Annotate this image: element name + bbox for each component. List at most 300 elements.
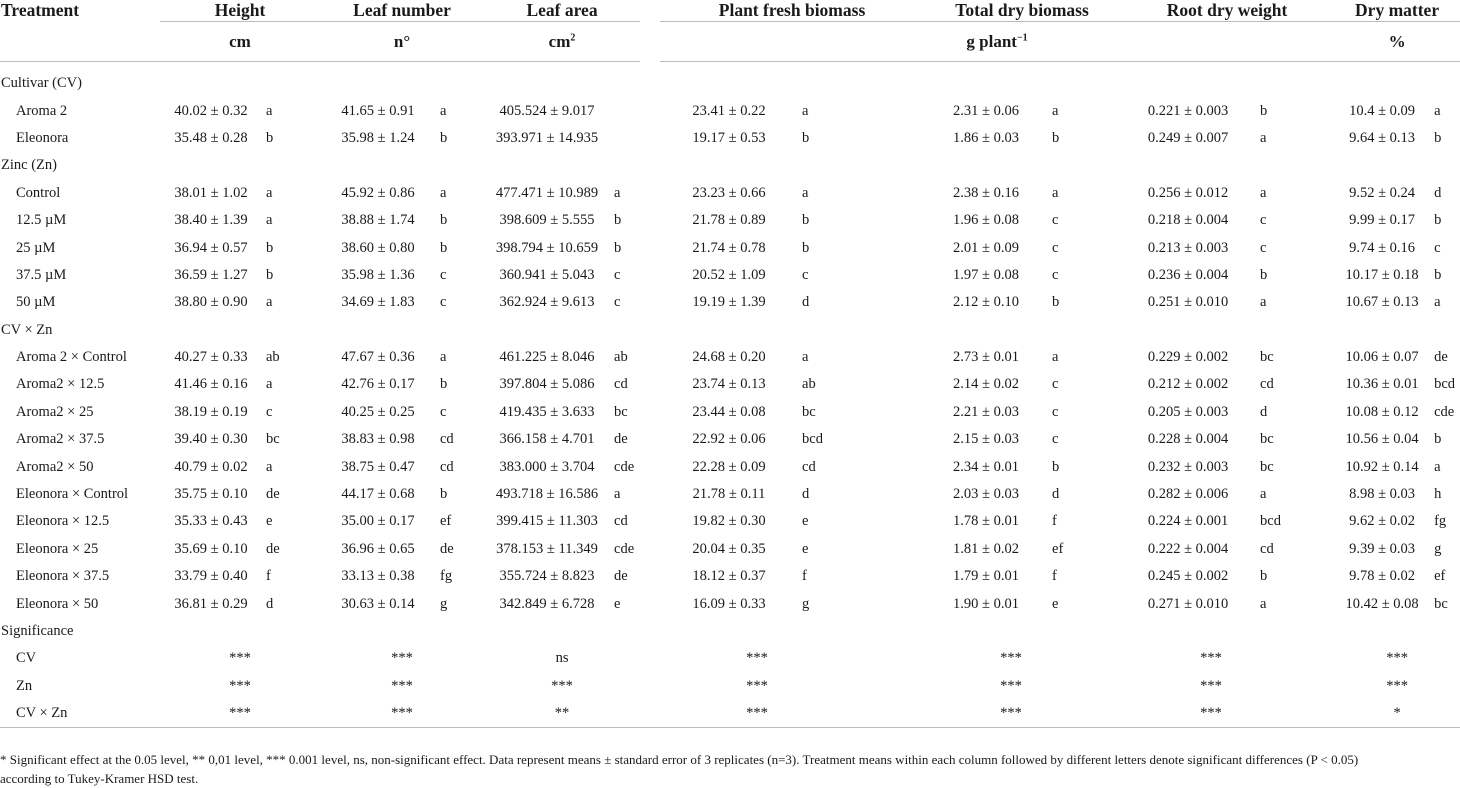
fresh-biomass-letter: cd (802, 458, 816, 475)
dry-matter-value: 8.98 ± 0.03 (1349, 486, 1416, 503)
dry-biomass-value: 2.01 ± 0.09 (953, 239, 1020, 256)
dry-biomass-letter: b (1052, 458, 1060, 475)
leaf-number-value: 42.76 ± 0.17 (341, 376, 415, 393)
fresh-biomass-letter: b (802, 212, 810, 229)
leaf-number-letter: cd (440, 458, 454, 475)
fresh-biomass-letter: d (802, 294, 810, 311)
fresh-biomass-value: 23.44 ± 0.08 (692, 403, 766, 420)
root-dry-weight-letter: cd (1260, 376, 1274, 393)
significance-row (0, 673, 1460, 700)
fresh-biomass-value: 22.92 ± 0.06 (692, 431, 766, 448)
leaf-area-value: 362.924 ± 9.613 (499, 294, 595, 311)
leaf-number-letter: g (440, 595, 448, 612)
root-dry-weight-value: 0.282 ± 0.006 (1147, 486, 1229, 503)
root-dry-weight-significance: *** (1200, 677, 1222, 694)
height-value: 35.69 ± 0.10 (174, 540, 248, 557)
height-value: 41.46 ± 0.16 (174, 376, 248, 393)
dry-biomass-value: 1.97 ± 0.08 (953, 266, 1020, 283)
dry-matter-value: 9.78 ± 0.02 (1349, 568, 1416, 585)
root-dry-weight-value: 0.256 ± 0.012 (1147, 184, 1229, 201)
root-dry-weight-value: 0.251 ± 0.010 (1147, 294, 1229, 311)
dry-biomass-letter: a (1052, 184, 1059, 201)
treatment-name: Control (16, 184, 61, 201)
leaf-area-letter: bc (614, 403, 628, 420)
significance-factor: Zn (16, 677, 33, 694)
dry-matter-letter: fg (1434, 513, 1447, 530)
height-value: 36.94 ± 0.57 (174, 239, 248, 256)
height-letter: b (266, 266, 274, 283)
dry-biomass-letter: b (1052, 129, 1060, 146)
table-row (0, 481, 1460, 508)
dry-biomass-value: 2.15 ± 0.03 (953, 431, 1020, 448)
leaf-number-letter: c (440, 294, 447, 311)
leaf-number-letter: a (440, 184, 447, 201)
dry-matter-letter: c (1434, 239, 1441, 256)
col-treatment: Treatment (1, 0, 80, 20)
root-dry-weight-letter: bc (1260, 458, 1274, 475)
height-letter: a (266, 376, 273, 393)
table-row (0, 125, 1460, 152)
root-dry-weight-value: 0.221 ± 0.003 (1147, 102, 1229, 119)
header-row-titles (0, 0, 1460, 22)
unit-leaf-area-base: cm (548, 31, 571, 51)
leaf-area-value: 355.724 ± 8.823 (499, 568, 595, 585)
dry-matter-value: 10.56 ± 0.04 (1345, 431, 1419, 448)
significance-factor: CV × Zn (0, 700, 160, 728)
dry-biomass-letter: e (1052, 595, 1059, 612)
table-row (0, 207, 1460, 234)
fresh-biomass-letter: a (802, 184, 809, 201)
treatment-name: Eleonora × 37.5 (16, 568, 110, 585)
leaf-area-value: 477.471 ± 10.989 (495, 184, 599, 201)
footnote-line-1: * Significant effect at the 0.05 level, ** 0,01 level, *** 0.001 level, ns, non-significant effect. Data represent means ± standard error of 3 replicates (n=3). Treatment means within each column followed by different letters denote significant differences (P < 0.05) (0, 752, 1359, 767)
dry-biomass-letter: f (1052, 513, 1057, 530)
dry-matter-letter: b (1434, 129, 1442, 146)
fresh-biomass-letter: f (802, 568, 807, 585)
fresh-biomass-value: 23.74 ± 0.13 (692, 376, 766, 393)
dry-matter-letter: b (1434, 212, 1442, 229)
dry-matter-letter: a (1434, 294, 1441, 311)
dry-biomass-letter: c (1052, 376, 1059, 393)
section-header-row (0, 618, 1460, 645)
leaf-area-letter: c (614, 294, 621, 311)
fresh-biomass-value: 16.09 ± 0.33 (692, 595, 766, 612)
dry-biomass-value: 1.86 ± 0.03 (953, 129, 1020, 146)
root-dry-weight-letter: a (1260, 486, 1267, 503)
height-letter: de (266, 486, 280, 503)
leaf-number-letter: ef (440, 513, 452, 530)
dry-biomass-letter: a (1052, 102, 1059, 119)
root-dry-weight-value: 0.271 ± 0.010 (1147, 595, 1229, 612)
table-row (0, 180, 1460, 207)
leaf-area-significance: *** (551, 677, 573, 694)
table-row (0, 344, 1460, 371)
root-dry-weight-value: 0.213 ± 0.003 (1147, 239, 1229, 256)
unit-biomass (660, 22, 1334, 62)
treatment-name: 37.5 µM (16, 266, 67, 283)
height-letter: a (266, 458, 273, 475)
leaf-number-letter: b (440, 376, 448, 393)
dry-matter-letter: h (1434, 486, 1442, 503)
dry-biomass-letter: c (1052, 403, 1059, 420)
unit-dry-matter: % (1334, 22, 1460, 62)
unit-leaf-area (484, 22, 640, 62)
height-letter: a (266, 102, 273, 119)
fresh-biomass-value: 21.78 ± 0.11 (692, 486, 766, 503)
fresh-biomass-significance: *** (660, 700, 854, 728)
leaf-area-letter: e (614, 595, 621, 612)
leaf-area-value: 399.415 ± 11.303 (496, 513, 598, 530)
height-letter: b (266, 239, 274, 256)
dry-matter-letter: a (1434, 102, 1441, 119)
fresh-biomass-letter: a (802, 349, 809, 366)
root-dry-weight-letter: c (1260, 239, 1267, 256)
treatment-name: Aroma2 × 12.5 (16, 376, 105, 393)
leaf-area-letter: b (614, 239, 622, 256)
treatment-name: 12.5 µM (16, 212, 67, 229)
section-header-row (0, 317, 1460, 344)
dry-matter-value: 10.06 ± 0.07 (1345, 349, 1419, 366)
height-value: 38.19 ± 0.19 (174, 403, 248, 420)
unit-leaf-number: n° (320, 22, 484, 62)
col-root-dry-weight: Root dry weight (1120, 0, 1334, 22)
dry-matter-letter: cde (1434, 403, 1455, 420)
leaf-area-value: 383.000 ± 3.704 (499, 458, 595, 475)
table-row (0, 590, 1460, 617)
dry-matter-significance: * (1334, 700, 1460, 728)
dry-matter-value: 9.64 ± 0.13 (1349, 129, 1416, 146)
dry-biomass-value: 1.90 ± 0.01 (953, 595, 1020, 612)
leaf-number-significance: *** (320, 700, 484, 728)
height-letter: c (266, 403, 273, 420)
height-letter: a (266, 294, 273, 311)
significance-factor: CV (16, 650, 37, 667)
leaf-number-value: 38.60 ± 0.80 (341, 239, 415, 256)
treatment-name: Aroma 2 (16, 102, 68, 119)
dry-matter-value: 9.74 ± 0.16 (1349, 239, 1416, 256)
root-dry-weight-letter: c (1260, 212, 1267, 229)
table-body (0, 62, 1460, 728)
fresh-biomass-significance: *** (746, 677, 768, 694)
dry-biomass-value: 1.79 ± 0.01 (953, 568, 1020, 585)
table-row (0, 97, 1460, 124)
fresh-biomass-value: 20.52 ± 1.09 (692, 266, 766, 283)
fresh-biomass-value: 23.23 ± 0.66 (692, 184, 766, 201)
leaf-number-value: 44.17 ± 0.68 (341, 486, 415, 503)
dry-biomass-letter: c (1052, 431, 1059, 448)
section-label: Significance (1, 623, 74, 639)
root-dry-weight-letter: d (1260, 403, 1268, 420)
leaf-area-value: 366.158 ± 4.701 (499, 431, 595, 448)
height-letter: b (266, 129, 274, 146)
fresh-biomass-letter: b (802, 239, 810, 256)
fresh-biomass-value: 21.74 ± 0.78 (692, 239, 766, 256)
root-dry-weight-letter: bcd (1260, 513, 1281, 530)
dry-biomass-value: 1.81 ± 0.02 (953, 540, 1020, 557)
dry-biomass-value: 1.96 ± 0.08 (953, 212, 1020, 229)
dry-biomass-value: 2.73 ± 0.01 (953, 349, 1020, 366)
section-label: CV × Zn (1, 321, 53, 338)
dry-biomass-significance: *** (1000, 677, 1022, 694)
leaf-area-value: 405.524 ± 9.017 (499, 102, 595, 119)
treatment-name: Eleonora × 50 (16, 595, 99, 612)
leaf-area-value: 393.971 ± 14.935 (495, 129, 599, 146)
fresh-biomass-letter: ab (802, 376, 816, 393)
leaf-area-value: 360.941 ± 5.043 (499, 266, 595, 283)
dry-matter-value: 9.52 ± 0.24 (1349, 184, 1416, 201)
leaf-number-significance: *** (391, 650, 413, 667)
dry-matter-value: 10.92 ± 0.14 (1345, 458, 1419, 475)
fresh-biomass-letter: b (802, 129, 810, 146)
unit-biomass-base: g plant (966, 31, 1017, 51)
height-value: 40.02 ± 0.32 (174, 102, 248, 119)
fresh-biomass-value: 24.68 ± 0.20 (692, 349, 766, 366)
root-dry-weight-letter: bc (1260, 349, 1274, 366)
fresh-biomass-letter: d (802, 486, 810, 503)
height-value: 39.40 ± 0.30 (174, 431, 248, 448)
height-value: 38.40 ± 1.39 (174, 212, 248, 229)
treatment-name: Aroma 2 × Control (16, 349, 127, 366)
treatment-name: Aroma2 × 37.5 (16, 431, 105, 448)
dry-matter-letter: bcd (1434, 376, 1456, 393)
dry-matter-letter: g (1434, 540, 1442, 557)
table-row (0, 399, 1460, 426)
treatment-name: Eleonora × Control (16, 486, 129, 503)
height-letter: a (266, 184, 273, 201)
leaf-area-significance: ns (555, 650, 569, 667)
dry-matter-letter: ef (1434, 568, 1446, 585)
leaf-area-significance: ** (484, 700, 640, 728)
table-row (0, 371, 1460, 398)
fresh-biomass-value: 18.12 ± 0.37 (692, 568, 766, 585)
leaf-number-letter: a (440, 349, 447, 366)
height-value: 38.01 ± 1.02 (174, 184, 248, 201)
dry-matter-value: 10.4 ± 0.09 (1349, 102, 1416, 119)
leaf-number-letter: c (440, 266, 447, 283)
treatment-name: Aroma2 × 25 (16, 403, 94, 420)
height-value: 35.33 ± 0.43 (174, 513, 248, 530)
leaf-number-value: 45.92 ± 0.86 (341, 184, 415, 201)
footnote-line-2: according to Tukey-Kramer HSD test. (0, 771, 199, 786)
height-value: 35.75 ± 0.10 (174, 486, 248, 503)
leaf-number-letter: a (440, 102, 447, 119)
height-letter: d (266, 595, 274, 612)
fresh-biomass-value: 22.28 ± 0.09 (692, 458, 766, 475)
dry-matter-value: 10.36 ± 0.01 (1345, 376, 1419, 393)
table-row (0, 234, 1460, 261)
height-value: 36.81 ± 0.29 (174, 595, 248, 612)
col-total-dry-biomass: Total dry biomass (924, 0, 1120, 22)
dry-biomass-value: 2.03 ± 0.03 (953, 486, 1020, 503)
table-row (0, 536, 1460, 563)
root-dry-weight-value: 0.229 ± 0.002 (1147, 349, 1229, 366)
leaf-number-significance: *** (391, 677, 413, 694)
root-dry-weight-letter: b (1260, 102, 1268, 119)
leaf-number-value: 33.13 ± 0.38 (341, 568, 415, 585)
root-dry-weight-value: 0.224 ± 0.001 (1147, 513, 1229, 530)
fresh-biomass-letter: a (802, 102, 809, 119)
leaf-number-letter: de (440, 540, 454, 557)
leaf-area-value: 398.794 ± 10.659 (495, 239, 599, 256)
leaf-area-letter: cde (614, 540, 635, 557)
dry-biomass-value: 1.78 ± 0.01 (953, 513, 1020, 530)
leaf-number-value: 40.25 ± 0.25 (341, 403, 415, 420)
dry-biomass-value: 2.31 ± 0.06 (953, 102, 1020, 119)
height-letter: de (266, 540, 280, 557)
leaf-number-letter: fg (440, 568, 453, 585)
dry-biomass-value: 2.34 ± 0.01 (953, 458, 1020, 475)
root-dry-weight-letter: cd (1260, 540, 1274, 557)
leaf-number-value: 35.98 ± 1.36 (341, 266, 415, 283)
leaf-area-value: 493.718 ± 16.586 (495, 486, 599, 503)
leaf-area-value: 378.153 ± 11.349 (496, 540, 598, 557)
significance-row (0, 700, 1460, 728)
treatment-name: Eleonora × 25 (16, 540, 99, 557)
dry-biomass-letter: f (1052, 568, 1057, 585)
root-dry-weight-value: 0.212 ± 0.002 (1147, 376, 1229, 393)
dry-biomass-letter: b (1052, 294, 1060, 311)
leaf-area-letter: a (614, 184, 621, 201)
dry-matter-letter: bc (1434, 595, 1448, 612)
leaf-area-value: 461.225 ± 8.046 (499, 349, 595, 366)
root-dry-weight-significance: *** (1120, 700, 1302, 728)
fresh-biomass-letter: c (802, 266, 809, 283)
fresh-biomass-significance: *** (746, 650, 768, 667)
section-label: Cultivar (CV) (1, 75, 82, 92)
leaf-number-value: 41.65 ± 0.91 (341, 102, 415, 119)
dry-matter-value: 10.08 ± 0.12 (1345, 403, 1419, 420)
root-dry-weight-value: 0.236 ± 0.004 (1147, 266, 1229, 283)
leaf-area-letter: cde (614, 458, 635, 475)
root-dry-weight-value: 0.222 ± 0.004 (1147, 540, 1229, 557)
root-dry-weight-letter: a (1260, 184, 1267, 201)
col-plant-fresh-biomass: Plant fresh biomass (660, 0, 924, 22)
leaf-number-value: 35.98 ± 1.24 (341, 129, 415, 146)
dry-matter-letter: a (1434, 458, 1441, 475)
leaf-number-value: 47.67 ± 0.36 (341, 349, 415, 366)
leaf-area-letter: de (614, 431, 628, 448)
leaf-number-value: 35.00 ± 0.17 (341, 513, 415, 530)
height-value: 35.48 ± 0.28 (174, 129, 248, 146)
leaf-number-value: 38.75 ± 0.47 (341, 458, 415, 475)
height-value: 40.27 ± 0.33 (174, 349, 248, 366)
dry-matter-value: 10.17 ± 0.18 (1345, 266, 1419, 283)
dry-matter-value: 9.39 ± 0.03 (1349, 540, 1416, 557)
dry-biomass-value: 2.12 ± 0.10 (953, 294, 1020, 311)
leaf-number-value: 38.83 ± 0.98 (341, 431, 415, 448)
unit-biomass-exp: −1 (1016, 31, 1028, 43)
fresh-biomass-letter: bcd (802, 431, 823, 448)
leaf-number-letter: b (440, 129, 448, 146)
dry-matter-value: 10.42 ± 0.08 (1345, 595, 1419, 612)
fresh-biomass-value: 19.82 ± 0.30 (692, 513, 766, 530)
treatment-name: Eleonora (16, 129, 69, 146)
leaf-area-value: 397.804 ± 5.086 (499, 376, 595, 393)
height-significance: *** (160, 700, 320, 728)
dry-matter-value: 9.62 ± 0.02 (1349, 513, 1416, 530)
dry-matter-value: 10.67 ± 0.13 (1345, 294, 1419, 311)
leaf-area-value: 398.609 ± 5.555 (499, 212, 595, 229)
height-letter: f (266, 568, 271, 585)
fresh-biomass-value: 19.19 ± 1.39 (692, 294, 766, 311)
root-dry-weight-value: 0.205 ± 0.003 (1147, 403, 1229, 420)
leaf-area-letter: b (614, 212, 622, 229)
height-significance: *** (229, 677, 251, 694)
table-row (0, 262, 1460, 289)
dry-biomass-letter: ef (1052, 540, 1064, 557)
dry-biomass-value: 2.21 ± 0.03 (953, 403, 1020, 420)
leaf-area-letter: cd (614, 513, 628, 530)
leaf-area-letter: de (614, 568, 628, 585)
dry-biomass-letter: c (1052, 239, 1059, 256)
root-dry-weight-letter: a (1260, 595, 1267, 612)
dry-biomass-letter: c (1052, 212, 1059, 229)
dry-biomass-value: 2.38 ± 0.16 (953, 184, 1020, 201)
root-dry-weight-significance: *** (1200, 650, 1222, 667)
height-significance: *** (229, 650, 251, 667)
fresh-biomass-value: 21.78 ± 0.89 (692, 212, 766, 229)
dry-biomass-letter: d (1052, 486, 1060, 503)
fresh-biomass-value: 19.17 ± 0.53 (692, 129, 766, 146)
root-dry-weight-value: 0.245 ± 0.002 (1147, 568, 1229, 585)
dry-biomass-significance: *** (1000, 650, 1022, 667)
height-value: 36.59 ± 1.27 (174, 266, 248, 283)
dry-biomass-value: 2.14 ± 0.02 (953, 376, 1020, 393)
col-leaf-number: Leaf number (320, 0, 484, 22)
fresh-biomass-value: 23.41 ± 0.22 (692, 102, 766, 119)
treatment-name: Eleonora × 12.5 (16, 513, 110, 530)
dry-matter-value: 9.99 ± 0.17 (1349, 212, 1416, 229)
header-row-units (0, 22, 1460, 62)
root-dry-weight-value: 0.218 ± 0.004 (1147, 212, 1229, 229)
height-value: 38.80 ± 0.90 (174, 294, 248, 311)
leaf-area-value: 419.435 ± 3.633 (499, 403, 595, 420)
leaf-area-letter: a (614, 486, 621, 503)
root-dry-weight-letter: bc (1260, 431, 1274, 448)
treatment-name: 25 µM (16, 239, 56, 256)
leaf-area-letter: cd (614, 376, 628, 393)
treatment-name: Aroma2 × 50 (16, 458, 94, 475)
table-row (0, 289, 1460, 316)
dry-matter-letter: b (1434, 266, 1442, 283)
leaf-number-letter: cd (440, 431, 454, 448)
dry-matter-letter: b (1434, 431, 1442, 448)
section-label: Zinc (Zn) (1, 157, 57, 174)
height-letter: bc (266, 431, 280, 448)
leaf-number-value: 38.88 ± 1.74 (341, 212, 415, 229)
leaf-number-value: 36.96 ± 0.65 (341, 540, 415, 557)
root-dry-weight-value: 0.232 ± 0.003 (1147, 458, 1229, 475)
leaf-area-letter (610, 125, 640, 152)
leaf-area-letter: c (614, 266, 621, 283)
leaf-area-letter (610, 97, 640, 124)
leaf-number-letter: b (440, 486, 448, 503)
leaf-area-letter: ab (614, 349, 628, 366)
col-height: Height (160, 0, 320, 22)
root-dry-weight-value: 0.249 ± 0.007 (1147, 129, 1229, 146)
fresh-biomass-letter: bc (802, 403, 816, 420)
table-row (0, 563, 1460, 590)
col-dry-matter: Dry matter (1334, 0, 1460, 22)
section-header-row (0, 152, 1460, 179)
height-letter: ab (266, 349, 280, 366)
fresh-biomass-letter: e (802, 540, 809, 557)
leaf-number-letter: c (440, 403, 447, 420)
height-letter: e (266, 513, 273, 530)
fresh-biomass-letter: e (802, 513, 809, 530)
unit-leaf-area-exp: 2 (570, 31, 576, 43)
root-dry-weight-letter: b (1260, 568, 1268, 585)
